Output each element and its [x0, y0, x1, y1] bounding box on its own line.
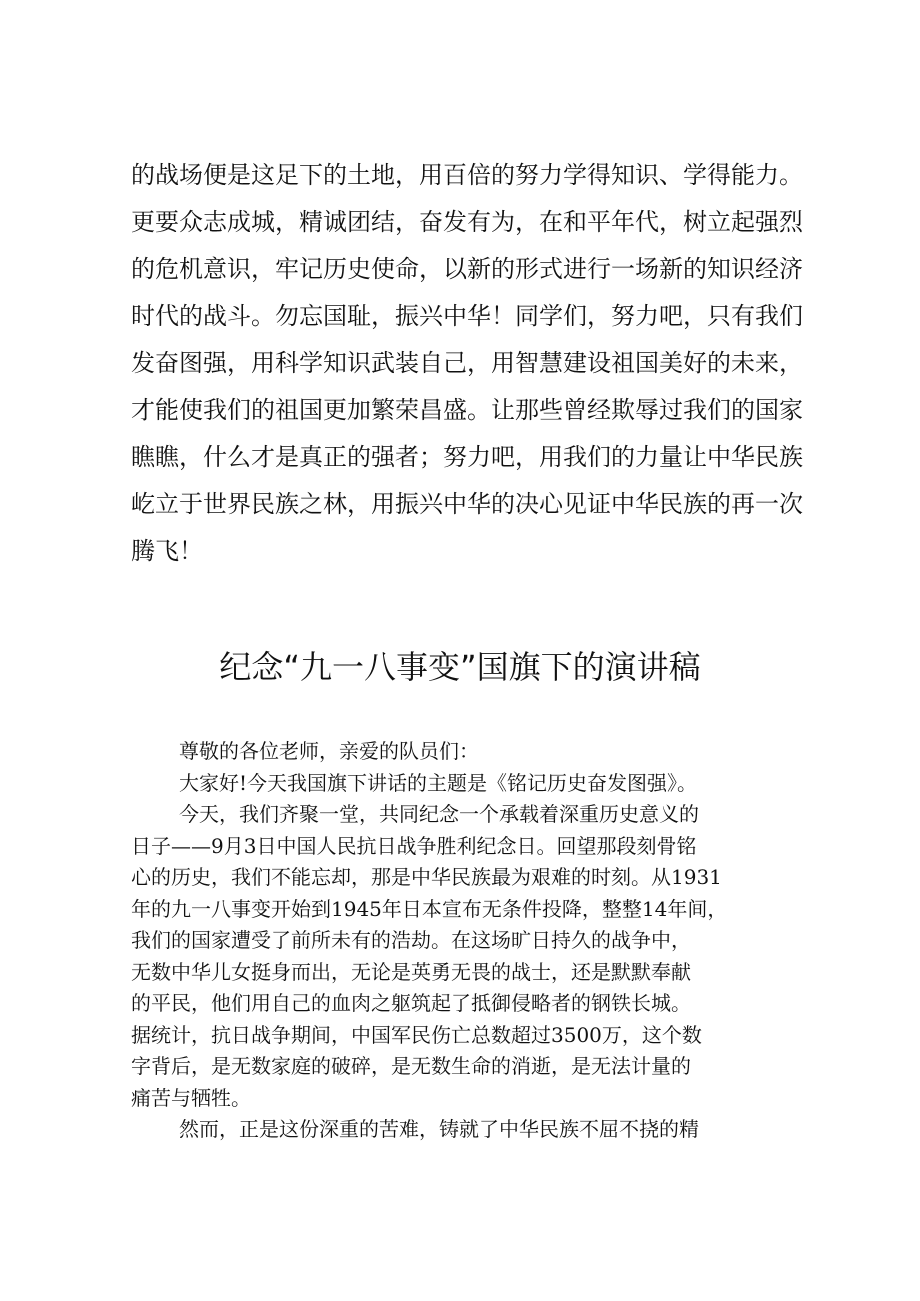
- speech-title: 纪念“九一八事变”国旗下的演讲稿: [219, 648, 701, 686]
- paragraph-line: 心的历史，我们不能忘却，那是中华民族最为艰难的时刻。从1931: [131, 865, 722, 889]
- paragraph-line: 今天，我们齐聚一堂，共同纪念一个承载着深重历史意义的: [179, 802, 699, 826]
- paragraph-line: 的危机意识，牢记历史使命，以新的形式进行一场新的知识经济: [131, 255, 803, 283]
- previous-speech-ending: [131, 152, 803, 575]
- paragraph-line: 腾飞！: [131, 537, 203, 565]
- paragraph-line: 字背后，是无数家庭的破碎，是无数生命的消逝，是无法计量的: [131, 1054, 691, 1078]
- paragraph-line: 屹立于世界民族之林，用振兴中华的决心见证中华民族的再一次: [131, 490, 803, 518]
- paragraph-line: 才能使我们的祖国更加繁荣昌盛。让那些曾经欺辱过我们的国家: [131, 396, 803, 424]
- paragraph-line: 据统计，抗日战争期间，中国军民伤亡总数超过3500万，这个数: [131, 1022, 702, 1047]
- paragraph-line: 我们的国家遭受了前所未有的浩劫。在这场旷日持久的战争中，: [131, 928, 691, 952]
- paragraph-line: 发奋图强，用科学知识武装自己，用智慧建设祖国美好的未来，: [131, 349, 803, 377]
- paragraph-line: 然而，正是这份深重的苦难，铸就了中华民族不屈不挠的精: [179, 1117, 699, 1141]
- paragraph-line: 瞧瞧，什么才是真正的强者；努力吧，用我们的力量让中华民族: [131, 443, 803, 471]
- paragraph-line: 痛苦与牺牲。: [131, 1085, 251, 1110]
- paragraph-line: 更要众志成城，精诚团结，奋发有为，在和平年代，树立起强烈: [131, 208, 803, 236]
- paragraph-line: 时代的战斗。勿忘国耻，振兴中华！同学们，努力吧，只有我们: [131, 302, 803, 330]
- paragraph-line: 的平民，他们用自己的血肉之躯筑起了抵御侵略者的钢铁长城。: [131, 991, 691, 1015]
- speech-body: [131, 736, 791, 1146]
- paragraph-line: 无数中华儿女挺身而出，无论是英勇无畏的战士，还是默默奉献: [131, 959, 691, 984]
- salutation-line: 尊敬的各位老师，亲爱的队员们：: [179, 739, 479, 763]
- paragraph-line: 大家好!今天我国旗下讲话的主题是《铭记历史奋发图强》。: [179, 770, 698, 795]
- paragraph-line: 的战场便是这足下的土地，用百倍的努力学得知识、学得能力。: [131, 161, 803, 189]
- paragraph-line: 年的九一八事变开始到1945年日本宣布无条件投降，整整14年间，: [131, 896, 728, 921]
- paragraph-line: 日子——9月3日中国人民抗日战争胜利纪念日。回望那段刻骨铭: [131, 833, 697, 858]
